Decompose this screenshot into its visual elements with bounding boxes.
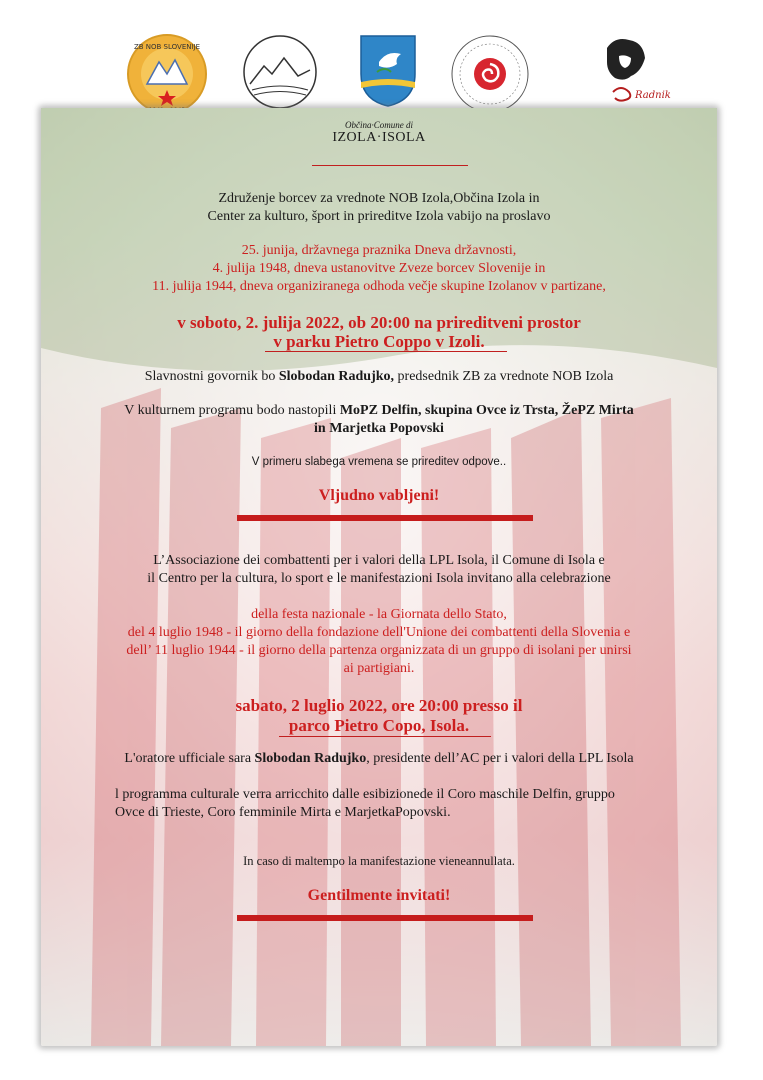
invitation-poster	[41, 108, 717, 1046]
it-when-2: parco Pietro Copo, Isola.	[288, 716, 470, 735]
culture-center-logo	[448, 32, 532, 116]
header-rule	[312, 165, 468, 166]
zb-nob-logo-text: ZB NOB SLOVENIJE	[133, 43, 201, 51]
sl-occasion-3: 11. julija 1944, dneva organiziranega odhoda večje skupine Izolanov v partizane,	[152, 279, 606, 294]
it-occasion-3: dell’ 11 luglio 1944 - il giorno della partenza organizzata di un gruppo di isolani per unirsi	[126, 643, 632, 658]
sl-program-prefix: V kulturnem programu bodo nastopili	[124, 403, 340, 418]
mountain-logo	[240, 32, 320, 112]
it-intro-2: il Centro per la cultura, lo sport e le manifestazioni Isola invitano alla celebrazione	[147, 571, 611, 586]
izola-wordmark-top: Občina·Comune di	[345, 120, 413, 130]
it-occasion-2: del 4 luglio 1948 - il giorno della fondazione dell'Unione dei combattenti della Slovenia e	[127, 625, 631, 640]
it-speaker	[41, 750, 717, 768]
izola-wordmark: IZOLA·ISOLA	[332, 130, 426, 145]
signature-text: Radnik	[635, 90, 671, 101]
it-when-underline	[279, 736, 491, 737]
it-weather: In caso di maltempo la manifestazione vieneannullata.	[243, 854, 515, 868]
it-occasion-1: della festa nazionale - la Giornata dello Stato,	[251, 607, 507, 622]
it-speaker-prefix: L'oratore ufficiale sara	[124, 751, 255, 766]
zb-nob-logo	[125, 32, 209, 116]
invitation-content	[41, 108, 717, 1046]
sl-occasion-2: 4. julija 1948, dneva ustanovitve Zveze borcev Slovenije in	[212, 261, 546, 276]
it-when-1: sabato, 2 luglio 2022, ore 20:00 presso il	[235, 696, 523, 715]
logo-row	[0, 32, 763, 116]
sl-when-1: v soboto, 2. julija 2022, ob 20:00 na prireditveni prostor	[177, 313, 581, 332]
it-program-1: l programma culturale verra arricchito dalle esibizionede il Coro maschile Delfin, gruppo	[115, 787, 615, 802]
sl-speaker-suffix: predsednik ZB za vrednote NOB Izola	[394, 369, 614, 384]
it-intro-1: L’Associazione dei combattenti per i valori della LPL Isola, il Comune di Isola e	[153, 553, 605, 568]
it-speaker-name: Slobodan Radujko	[254, 751, 367, 766]
sl-intro-2: Center za kulturo, šport in prireditve Izola vabijo na proslavo	[207, 209, 551, 224]
sl-intro-1: Združenje borcev za vrednote NOB Izola,Občina Izola in	[218, 191, 540, 206]
section-divider-1	[237, 515, 533, 521]
sl-invite: Vljudno vabljeni!	[318, 487, 440, 504]
sl-weather: V primeru slabega vremena se prireditev odpove..	[251, 456, 507, 468]
sl-speaker	[41, 368, 717, 386]
sl-occasion-1: 25. junija, državnega praznika Dneva državnosti,	[241, 243, 517, 258]
it-program-2: Ovce di Trieste, Coro femminile Mirta e MarjetkaPopovski.	[115, 805, 451, 820]
portrait-signature-logo	[585, 32, 671, 116]
sl-program-performers: MoPZ Delfin, skupina Ovce iz Trsta, ŽePZ Mirta	[339, 403, 634, 418]
it-invite: Gentilmente invitati!	[307, 887, 451, 904]
it-occasion-4: ai partigiani.	[343, 661, 415, 676]
sl-when-underline	[265, 351, 507, 352]
sl-program-2: in Marjetka Popovski	[314, 421, 444, 436]
sl-when-2: v parku Pietro Coppo v Izoli.	[273, 332, 485, 351]
it-speaker-suffix: , presidente dell’AC per i valori della LPL Isola	[366, 751, 634, 766]
sl-speaker-name: Slobodan Radujko,	[278, 369, 395, 384]
izola-coat-of-arms	[357, 32, 419, 108]
section-divider-2	[237, 915, 533, 921]
sl-program-1	[41, 402, 717, 420]
sl-speaker-prefix: Slavnostni govornik bo	[144, 369, 279, 384]
